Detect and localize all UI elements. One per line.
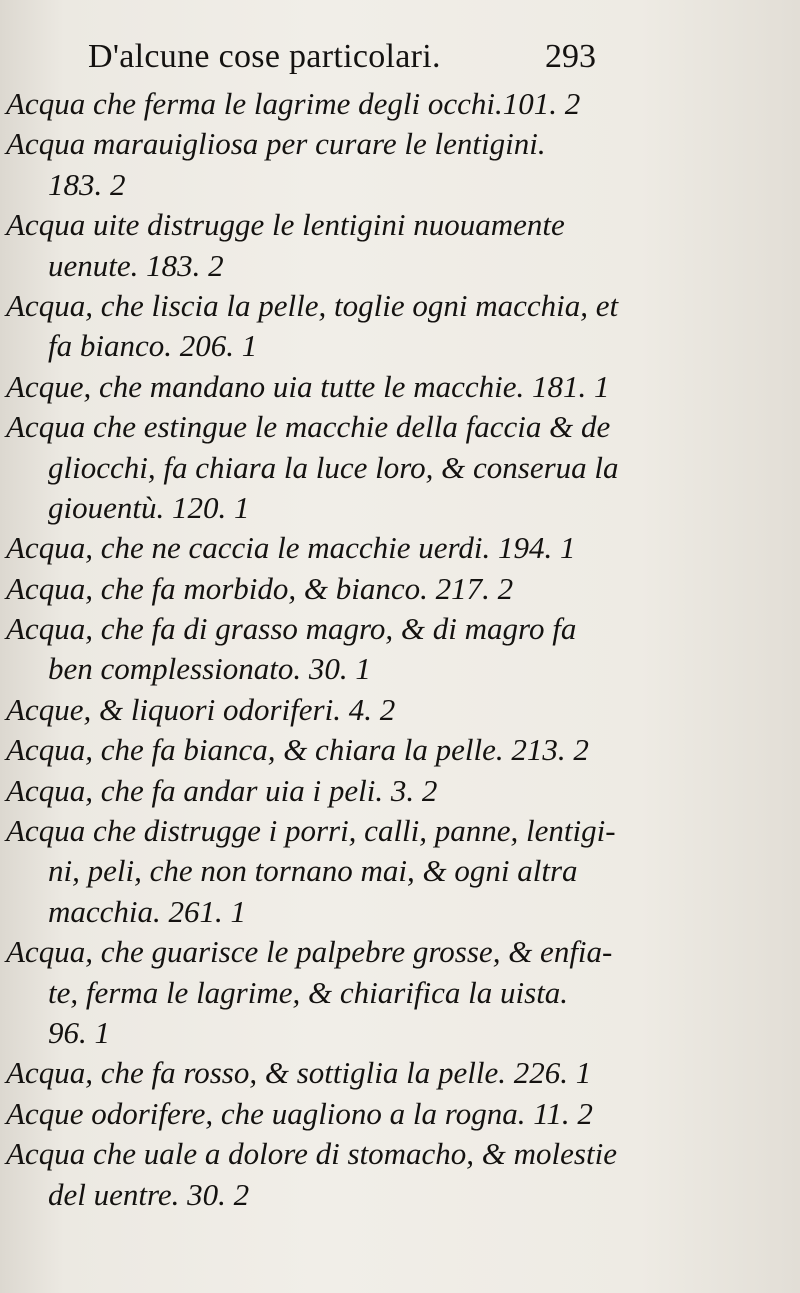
index-entry (0, 932, 800, 1053)
index-entry (0, 690, 800, 730)
entry-line: Acqua, che fa rosso, & sottiglia la pelle. 226. 1 (6, 1055, 592, 1091)
entry-continuation-line: macchia. 261. 1 (48, 893, 247, 929)
entry-line: Acqua marauigliosa per curare le lentigini. (6, 126, 546, 162)
index-entry (0, 84, 800, 124)
entry-line: Acqua, che liscia la pelle, toglie ogni macchia, et (6, 287, 619, 323)
page-number: 293 (545, 38, 596, 75)
entry-line: Acqua, che fa bianca, & chiara la pelle. 213. 2 (6, 732, 589, 768)
index-entry (0, 1134, 800, 1215)
index-entry (0, 286, 800, 367)
entry-line: Acqua che ferma le lagrime degli occhi.101. 2 (6, 86, 581, 121)
entry-line: Acqua uite distrugge le lentigini nuouamente (6, 207, 565, 243)
entry-line: Acqua che distrugge i porri, calli, panne, lentigi- (6, 813, 616, 849)
index-entry (0, 528, 800, 568)
index-entry (0, 811, 800, 932)
running-title: D'alcune cose particolari. (88, 38, 441, 75)
entry-line: Acqua, che fa morbido, & bianco. 217. 2 (6, 570, 514, 606)
entry-line: Acque odorifere, che uagliono a la rogna. 11. 2 (6, 1095, 593, 1131)
entry-line: Acqua che estingue le macchie della faccia & de (6, 409, 611, 445)
entry-line: Acqua, che ne caccia le macchie uerdi. 194. 1 (6, 530, 576, 566)
index-entry (0, 609, 800, 690)
entry-continuation-line: gliocchi, fa chiara la luce loro, & conserua la (48, 449, 619, 485)
entry-line: Acque, che mandano uia tutte le macchie. 181. 1 (6, 368, 610, 404)
entry-line: Acqua, che fa andar uia i peli. 3. 2 (6, 772, 438, 808)
entry-line: Acqua, che fa di grasso magro, & di magro fa (6, 611, 577, 647)
entry-continuation-line: ni, peli, che non tornano mai, & ogni altra (48, 853, 578, 889)
entry-line: Acqua, che guarisce le palpebre grosse, & enfia- (6, 934, 613, 970)
index-entry (0, 205, 800, 286)
index-entry (0, 771, 800, 811)
entry-continuation-line: uenute. 183. 2 (48, 247, 224, 283)
index-entries (0, 84, 800, 1215)
entry-continuation-line: 183. 2 (48, 166, 126, 202)
entry-continuation-line: fa bianco. 206. 1 (48, 328, 258, 364)
entry-continuation-line: 96. 1 (48, 1014, 110, 1050)
index-entry (0, 407, 800, 528)
index-entry (0, 367, 800, 407)
entry-line: Acqua che uale a dolore di stomacho, & molestie (6, 1136, 617, 1172)
index-entry (0, 1094, 800, 1134)
entry-continuation-line: te, ferma le lagrime, & chiarifica la uista. (48, 974, 569, 1010)
page-header (0, 38, 800, 88)
index-entry (0, 1053, 800, 1093)
index-entry (0, 124, 800, 205)
index-entry (0, 730, 800, 770)
entry-continuation-line: giouentù. 120. 1 (48, 489, 250, 525)
entry-continuation-line: ben complessionato. 30. 1 (48, 651, 371, 687)
entry-line: Acque, & liquori odoriferi. 4. 2 (6, 691, 396, 727)
entry-continuation-line: del uentre. 30. 2 (48, 1176, 250, 1212)
index-entry (0, 569, 800, 609)
